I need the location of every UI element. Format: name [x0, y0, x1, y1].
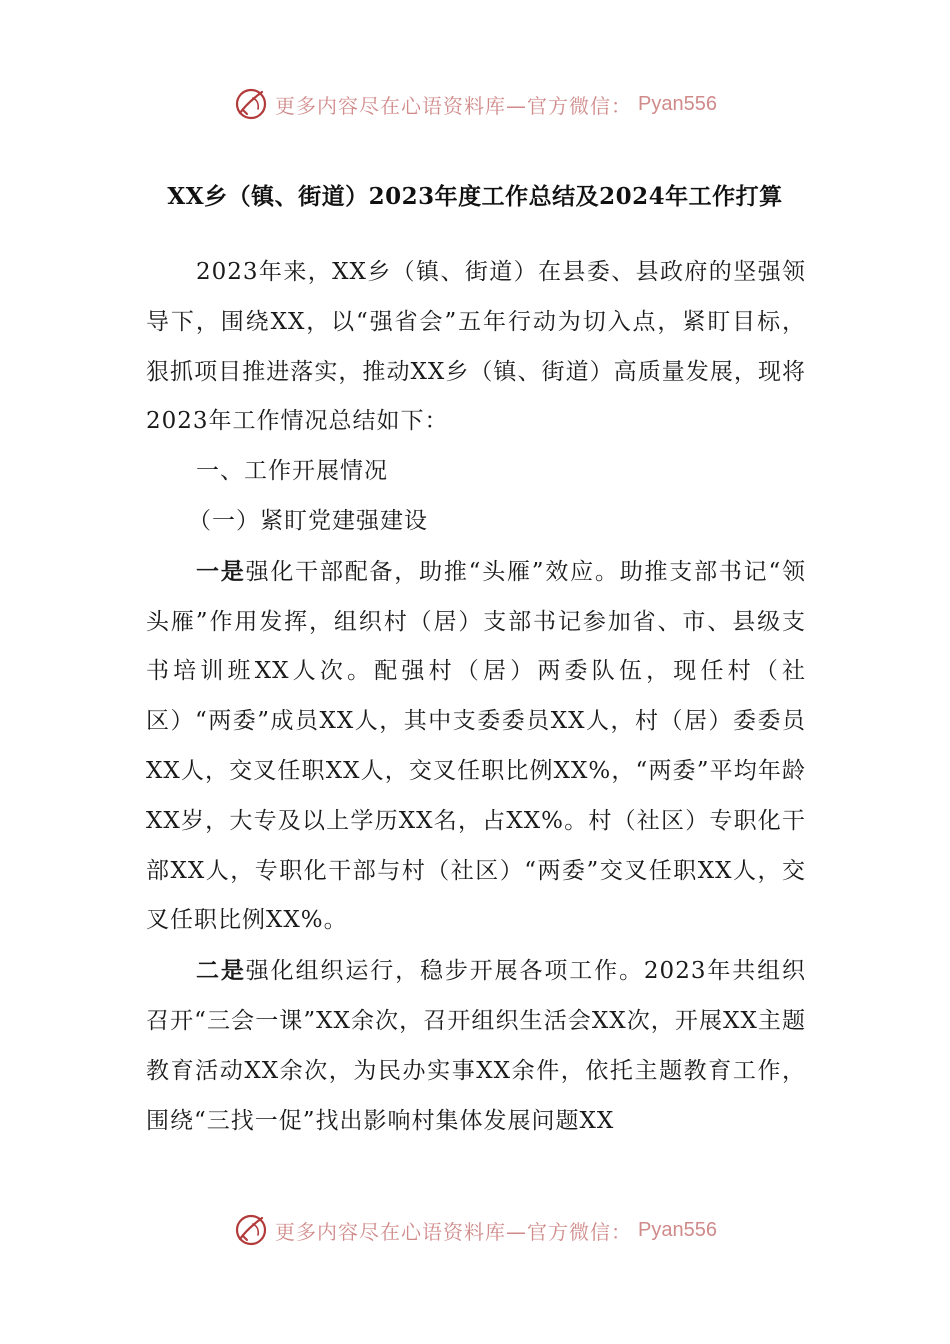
watermark-footer	[0, 1208, 950, 1252]
pen-circle-logo-icon	[233, 1212, 269, 1248]
watermark-account: Pyan556	[638, 92, 717, 115]
document-body	[146, 248, 806, 1146]
item-two-paragraph	[146, 946, 806, 1146]
section-heading: 一、工作开展情况	[196, 458, 388, 485]
watermark-account: Pyan556	[638, 1218, 717, 1241]
intro-paragraph: 2023年来，XX乡（镇、街道）在县委、县政府的坚强领导下，围绕XX，以“强省会”五年行动为切入点，紧盯目标，狠抓项目推进落实，推动XX乡（镇、街道）高质量发展，现将2023年工作情况总结如下：	[146, 259, 806, 435]
item-one-paragraph	[146, 547, 806, 946]
subsection-heading: （一）紧盯党建强建设	[188, 507, 428, 534]
item-two-text: 强化组织运行，稳步开展各项工作。2023年共组织召开“三会一课”XX余次，召开组织生活会XX次，开展XX主题教育活动XX余次，为民办实事XX余件，依托主题教育工作，围绕“三找一促”找出影响村集体发展问题XX	[146, 958, 806, 1134]
watermark-header	[0, 82, 950, 126]
pen-circle-logo-icon	[233, 86, 269, 122]
item-one-lead: 一是	[196, 557, 246, 585]
watermark-text: 更多内容尽在心语资料库—官方微信：	[275, 1219, 633, 1244]
document-title: XX乡（镇、街道）2023年度工作总结及2024年工作打算	[167, 183, 783, 210]
watermark-text: 更多内容尽在心语资料库—官方微信：	[275, 93, 633, 118]
item-one-text: 强化干部配备，助推“头雁”效应。助推支部书记“领头雁”作用发挥，组织村（居）支部书记参加省、市、县级支书培训班XX人次。配强村（居）两委队伍，现任村（社区）“两委”成员XX人，其中支委委员XX人，村（居）委委员XX人，交叉任职XX人，交叉任职比例XX%，“两委”平均年龄XX岁，大专及以上学历XX名，占XX%。村（社区）专职化干部XX人，专职化干部与村（社区）“两委”交叉任职XX人，交叉任职比例XX%。	[146, 558, 806, 934]
item-two-lead: 二是	[196, 957, 246, 985]
